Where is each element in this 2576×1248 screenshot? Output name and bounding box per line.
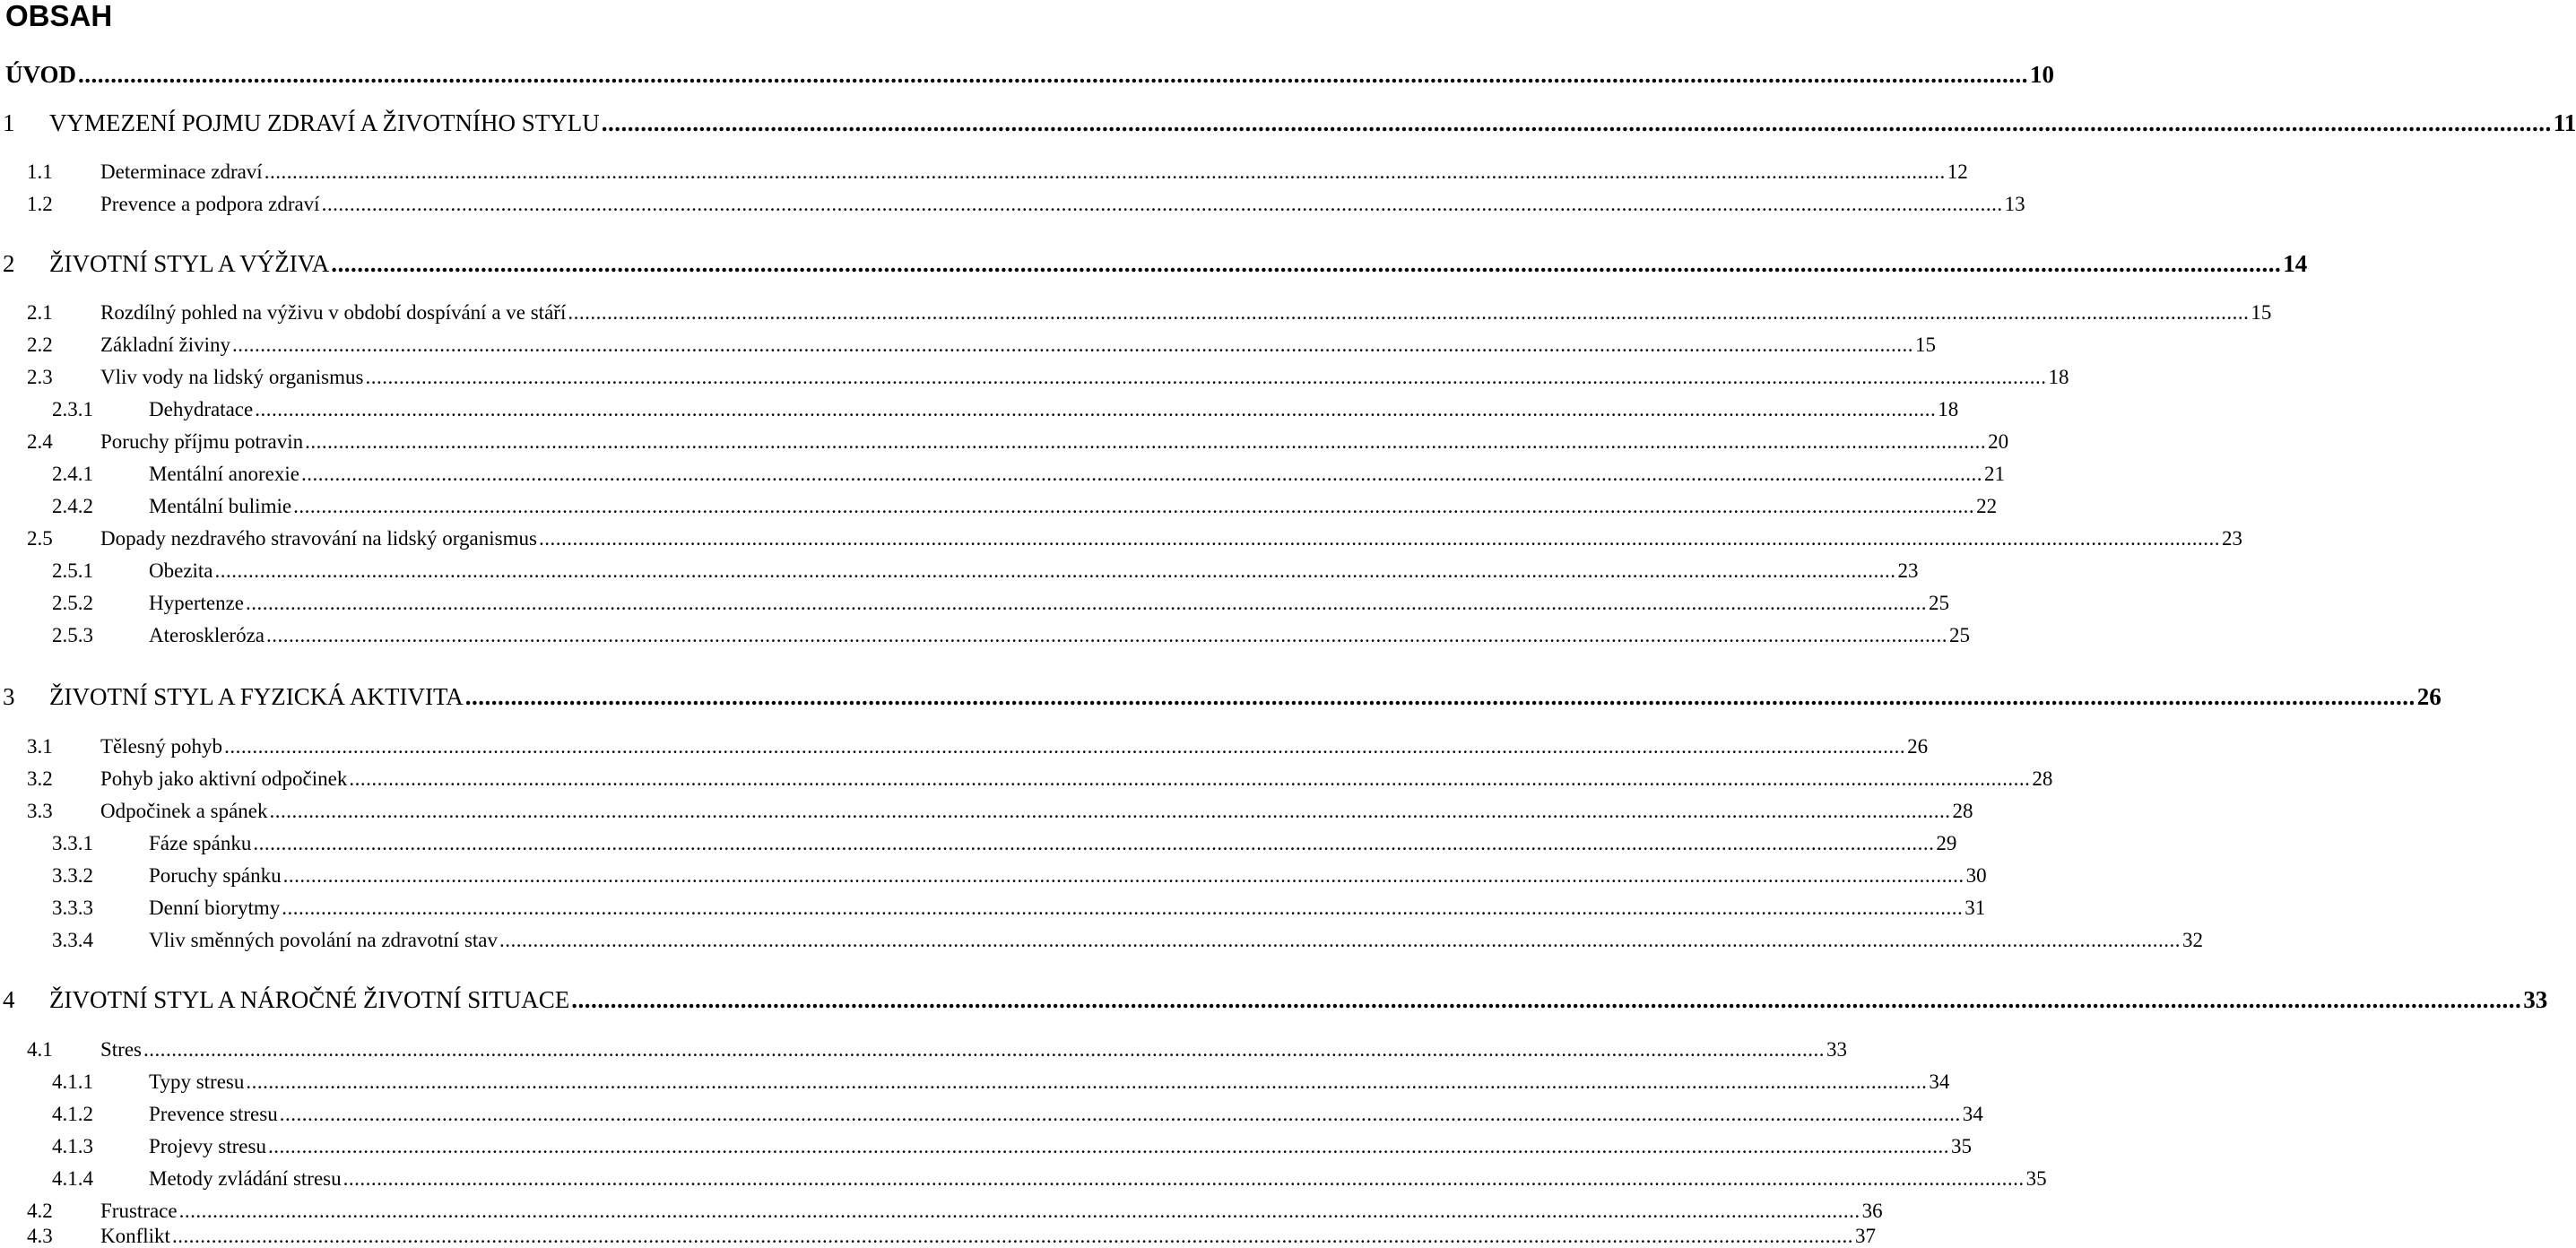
toc-page-number: 13 bbox=[2004, 193, 2025, 215]
toc-section[interactable] bbox=[0, 429, 2009, 454]
toc-leader-dots: ............................................................................................................................................................................................................................................................................................................ bbox=[349, 767, 2031, 790]
toc-number: 4.1.4 bbox=[52, 1167, 93, 1190]
toc-label: Mentální anorexie bbox=[149, 463, 299, 485]
toc-number: 3.3.2 bbox=[52, 864, 93, 887]
toc-label: Stres bbox=[100, 1038, 142, 1061]
toc-number: 1 bbox=[3, 109, 15, 136]
toc-subsection[interactable] bbox=[0, 396, 1959, 421]
toc-section[interactable] bbox=[0, 766, 2053, 791]
toc-leader-dots: ............................................................................................................................................................................................................................................................................................................ bbox=[279, 1103, 1961, 1125]
toc-label: VYMEZENÍ POJMU ZDRAVÍ A ŽIVOTNÍHO STYLU bbox=[49, 109, 600, 136]
toc-page-number: 34 bbox=[1962, 1103, 1983, 1125]
toc-section[interactable] bbox=[0, 299, 2272, 325]
toc-label: Hypertenze bbox=[149, 592, 244, 614]
toc-number: 2.5.1 bbox=[52, 559, 93, 582]
toc-number: 2.1 bbox=[27, 301, 53, 324]
toc-leader-dots: ............................................................................................................................................................................................................................................................................................................ bbox=[232, 334, 1913, 356]
toc-number: 2.4 bbox=[27, 430, 53, 453]
toc-label: ŽIVOTNÍ STYL A NÁROČNÉ ŽIVOTNÍ SITUACE bbox=[49, 986, 570, 1013]
toc-leader-dots: ............................................................................................................................................................................................................................................................................................................ bbox=[171, 1225, 1853, 1247]
page-title: OBSAH bbox=[5, 0, 113, 32]
toc-page-number: 20 bbox=[1988, 430, 2009, 453]
toc-subsection[interactable] bbox=[0, 895, 1986, 920]
toc-label: Fáze spánku bbox=[149, 832, 252, 854]
toc-page-number: 25 bbox=[1929, 592, 1949, 614]
toc-leader-dots: ............................................................................................................................................................................................................................................................................................................ bbox=[321, 193, 2003, 215]
toc-number: 2.3.1 bbox=[52, 398, 93, 420]
toc-section[interactable] bbox=[0, 1223, 1876, 1248]
toc-label: Mentální bulimie bbox=[149, 495, 292, 517]
toc-page-number: 14 bbox=[2283, 250, 2308, 277]
toc-subsection[interactable] bbox=[0, 590, 1949, 615]
toc-leader-dots: ............................................................................................................................................................................................................................................................................................................ bbox=[77, 61, 2028, 88]
toc-label: ŽIVOTNÍ STYL A VÝŽIVA bbox=[49, 250, 330, 277]
toc-number: 2.3 bbox=[27, 366, 53, 388]
toc-label: Pohyb jako aktivní odpočinek bbox=[100, 767, 348, 790]
toc-number: 4.1.3 bbox=[52, 1135, 93, 1157]
toc-label: Dopady nezdravého stravování na lidský organismus bbox=[100, 527, 537, 550]
toc-number: 4.1.1 bbox=[52, 1070, 93, 1093]
toc-page-number: 11 bbox=[2553, 109, 2576, 136]
toc-number: 2.5.3 bbox=[52, 624, 93, 646]
toc-section[interactable] bbox=[0, 525, 2242, 550]
toc-leader-dots: ............................................................................................................................................................................................................................................................................................................ bbox=[282, 897, 1964, 919]
toc-leader-dots: ............................................................................................................................................................................................................................................................................................................ bbox=[224, 735, 1906, 758]
toc-section[interactable] bbox=[0, 733, 1929, 758]
toc-chapter[interactable] bbox=[0, 57, 2054, 88]
toc-label: Ateroskleróza bbox=[149, 624, 265, 646]
toc-number: 3.2 bbox=[27, 767, 53, 790]
toc-leader-dots: ............................................................................................................................................................................................................................................................................................................ bbox=[246, 592, 1927, 614]
toc-label: Vliv směnných povolání na zdravotní stav bbox=[149, 929, 499, 951]
toc-subsection[interactable] bbox=[0, 1133, 1972, 1158]
toc-leader-dots: ............................................................................................................................................................................................................................................................................................................ bbox=[178, 1200, 1860, 1222]
toc-page-number: 21 bbox=[1983, 463, 2005, 485]
toc-subsection[interactable] bbox=[0, 927, 2204, 952]
toc-number: 2.5.2 bbox=[52, 592, 93, 614]
toc-leader-dots: ............................................................................................................................................................................................................................................................................................................ bbox=[538, 527, 2220, 550]
toc-page-number: 31 bbox=[1965, 897, 1986, 919]
toc-label: Metody zvládání stresu bbox=[149, 1167, 342, 1190]
toc-leader-dots: ............................................................................................................................................................................................................................................................................................................ bbox=[246, 1070, 1928, 1093]
toc-chapter[interactable] bbox=[0, 983, 2548, 1013]
toc-section[interactable] bbox=[0, 1198, 1883, 1223]
toc-page-number: 15 bbox=[1915, 334, 1936, 356]
toc-leader-dots: ............................................................................................................................................................................................................................................................................................................ bbox=[282, 864, 1965, 887]
toc-number: 4.3 bbox=[27, 1225, 53, 1247]
toc-label: ÚVOD bbox=[5, 61, 76, 88]
toc-leader-dots: ............................................................................................................................................................................................................................................................................................................ bbox=[266, 624, 1947, 646]
toc-section[interactable] bbox=[0, 798, 1973, 823]
toc-leader-dots: ............................................................................................................................................................................................................................................................................................................ bbox=[264, 160, 1946, 183]
toc-label: Konflikt bbox=[100, 1225, 170, 1247]
toc-number: 4.1.2 bbox=[52, 1103, 93, 1125]
toc-page-number: 33 bbox=[1826, 1038, 1847, 1061]
toc-subsection[interactable] bbox=[0, 461, 2005, 486]
toc-leader-dots: ............................................................................................................................................................................................................................................................................................................ bbox=[143, 1038, 1825, 1061]
toc-subsection[interactable] bbox=[0, 1101, 1983, 1126]
toc-page-number: 26 bbox=[2416, 683, 2442, 710]
toc-subsection[interactable] bbox=[0, 493, 1998, 518]
toc-number: 2.5 bbox=[27, 527, 53, 550]
toc-number: 2 bbox=[3, 250, 15, 277]
toc-leader-dots: ............................................................................................................................................................................................................................................................................................................ bbox=[214, 559, 1896, 582]
toc-page-number: 18 bbox=[1938, 398, 1959, 420]
toc-page-number: 36 bbox=[1861, 1200, 1883, 1222]
toc-chapter[interactable] bbox=[0, 106, 2576, 136]
toc-number: 3 bbox=[3, 683, 15, 710]
toc-leader-dots: ............................................................................................................................................................................................................................................................................................................ bbox=[601, 109, 2552, 136]
toc-page-number: 34 bbox=[1929, 1070, 1950, 1093]
toc-leader-dots: ............................................................................................................................................................................................................................................................................................................ bbox=[269, 800, 1951, 822]
toc-leader-dots: ............................................................................................................................................................................................................................................................................................................ bbox=[253, 832, 1935, 854]
toc-number: 4.1 bbox=[27, 1038, 53, 1061]
toc-leader-dots: ............................................................................................................................................................................................................................................................................................................ bbox=[305, 430, 1987, 453]
toc-label: Vliv vody na lidský organismus bbox=[100, 366, 364, 388]
toc-page-number: 32 bbox=[2182, 929, 2204, 951]
toc-number: 1.2 bbox=[27, 193, 53, 215]
toc-leader-dots: ............................................................................................................................................................................................................................................................................................................ bbox=[571, 986, 2522, 1013]
toc-label: Prevence a podpora zdraví bbox=[100, 193, 320, 215]
toc-label: Odpočinek a spánek bbox=[100, 800, 268, 822]
toc-number: 1.1 bbox=[27, 160, 53, 183]
toc-number: 2.4.2 bbox=[52, 495, 93, 517]
toc-label: Denní biorytmy bbox=[149, 897, 281, 919]
toc-page-number: 29 bbox=[1936, 832, 1957, 854]
toc-page-number: 35 bbox=[1950, 1135, 1972, 1157]
toc-chapter[interactable] bbox=[0, 680, 2442, 710]
toc-page-number: 12 bbox=[1947, 160, 1968, 183]
toc-leader-dots: ............................................................................................................................................................................................................................................................................................................ bbox=[293, 495, 1975, 517]
toc-number: 3.3.1 bbox=[52, 832, 93, 854]
toc-page-number: 25 bbox=[1949, 624, 1970, 646]
toc-label: Poruchy příjmu potravin bbox=[100, 430, 304, 453]
toc-leader-dots: ............................................................................................................................................................................................................................................................................................................ bbox=[255, 398, 1937, 420]
toc-label: Tělesný pohyb bbox=[100, 735, 223, 758]
toc-label: Projevy stresu bbox=[149, 1135, 266, 1157]
toc-page-number: 33 bbox=[2523, 986, 2548, 1013]
toc-page-number: 30 bbox=[1965, 864, 1987, 887]
toc-subsection[interactable] bbox=[0, 1166, 2047, 1191]
toc-number: 3.3.3 bbox=[52, 897, 93, 919]
toc-chapter[interactable] bbox=[0, 247, 2308, 277]
toc-number: 2.4.1 bbox=[52, 463, 93, 485]
toc-page-number: 23 bbox=[2221, 527, 2242, 550]
toc-leader-dots: ............................................................................................................................................................................................................................................................................................................ bbox=[464, 683, 2416, 710]
toc-subsection[interactable] bbox=[0, 862, 1987, 888]
toc-section[interactable] bbox=[0, 1036, 1847, 1062]
toc-label: Dehydratace bbox=[149, 398, 254, 420]
toc-leader-dots: ............................................................................................................................................................................................................................................................................................................ bbox=[499, 929, 2181, 951]
toc-label: Obezita bbox=[149, 559, 213, 582]
toc-label: Determinace zdraví bbox=[100, 160, 263, 183]
toc-subsection[interactable] bbox=[0, 558, 1919, 583]
toc-label: Frustrace bbox=[100, 1200, 178, 1222]
toc-leader-dots: ............................................................................................................................................................................................................................................................................................................ bbox=[300, 463, 1982, 485]
toc-page-number: 28 bbox=[1952, 800, 1973, 822]
toc-page-number: 10 bbox=[2029, 61, 2054, 88]
toc-number: 4.2 bbox=[27, 1200, 53, 1222]
toc-label: Základní živiny bbox=[100, 334, 230, 356]
toc-subsection[interactable] bbox=[0, 1069, 1950, 1094]
toc-number: 2.2 bbox=[27, 334, 53, 356]
toc-leader-dots: ............................................................................................................................................................................................................................................................................................................ bbox=[267, 1135, 1949, 1157]
toc-number: 3.1 bbox=[27, 735, 53, 758]
toc-page-number: 37 bbox=[1854, 1225, 1876, 1247]
toc-page-number: 28 bbox=[2032, 767, 2053, 790]
toc-subsection[interactable] bbox=[0, 622, 1970, 647]
toc-page-number: 26 bbox=[1907, 735, 1929, 758]
toc-page-number: 15 bbox=[2251, 301, 2272, 324]
toc-label: Prevence stresu bbox=[149, 1103, 278, 1125]
toc-page-number: 22 bbox=[1976, 495, 1998, 517]
toc-subsection[interactable] bbox=[0, 830, 1957, 855]
toc-number: 3.3 bbox=[27, 800, 53, 822]
toc-label: ŽIVOTNÍ STYL A FYZICKÁ AKTIVITA bbox=[49, 683, 464, 710]
toc-page-number: 18 bbox=[2048, 366, 2069, 388]
toc-page-number: 23 bbox=[1897, 559, 1919, 582]
toc-leader-dots: ............................................................................................................................................................................................................................................................................................................ bbox=[343, 1167, 2025, 1190]
toc-leader-dots: ............................................................................................................................................................................................................................................................................................................ bbox=[568, 301, 2250, 324]
toc-label: Rozdílný pohled na výživu v období dospívání a ve stáří bbox=[100, 301, 567, 324]
toc-label: Typy stresu bbox=[149, 1070, 245, 1093]
toc-section[interactable] bbox=[0, 332, 1936, 357]
toc-page-number: 35 bbox=[2025, 1167, 2047, 1190]
toc-leader-dots: ............................................................................................................................................................................................................................................................................................................ bbox=[365, 366, 2047, 388]
toc-leader-dots: ............................................................................................................................................................................................................................................................................................................ bbox=[331, 250, 2282, 277]
toc-label: Poruchy spánku bbox=[149, 864, 282, 887]
toc-section[interactable] bbox=[0, 191, 2025, 216]
toc-number: 3.3.4 bbox=[52, 929, 93, 951]
toc-number: 4 bbox=[3, 986, 15, 1013]
toc-section[interactable] bbox=[0, 364, 2069, 389]
toc-section[interactable] bbox=[0, 159, 1968, 184]
